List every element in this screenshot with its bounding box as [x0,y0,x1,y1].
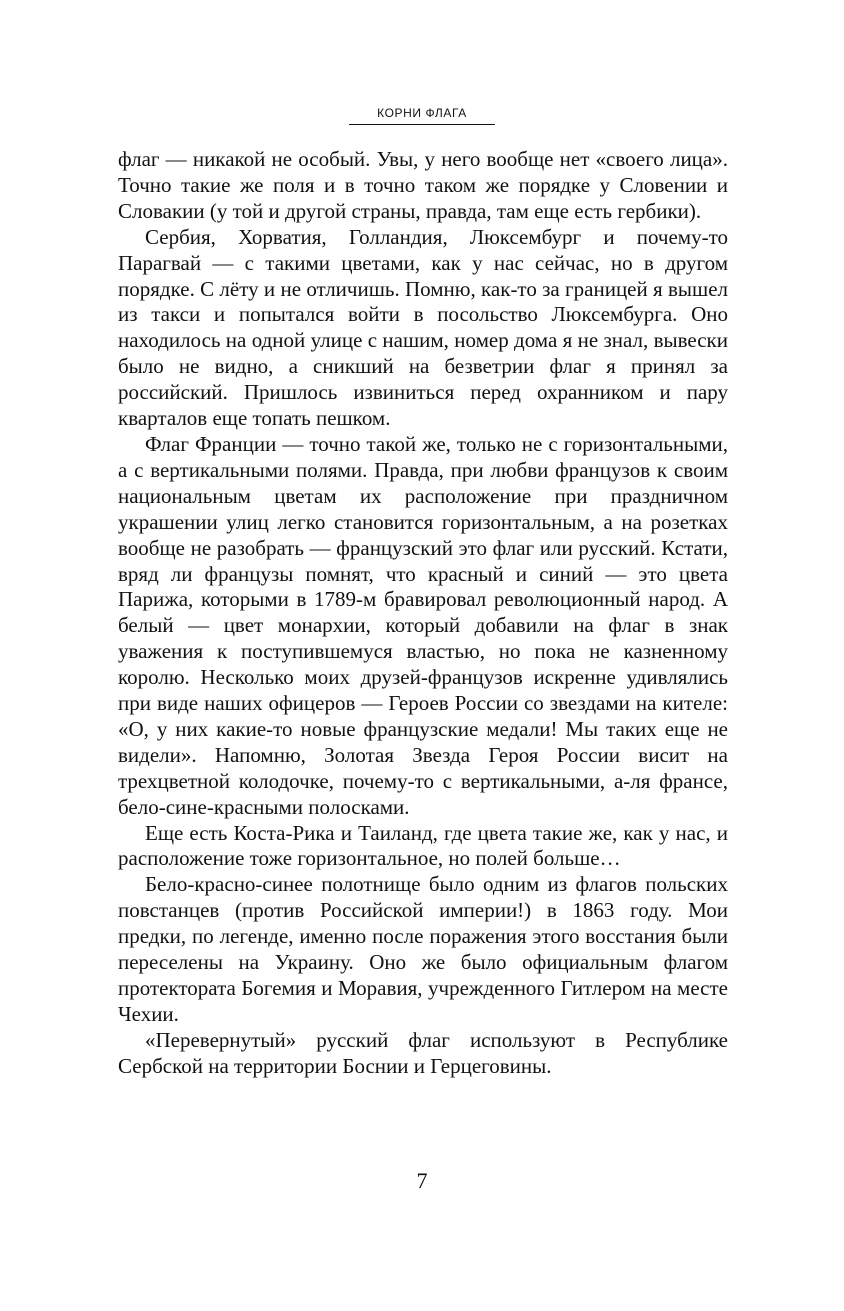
running-head-rule [349,124,495,125]
paragraph: «Перевернутый» русский флаг используют в Республике Сербской на территории Боснии и Герцеговины. [118,1027,728,1078]
page-number: 7 [416,1168,428,1193]
running-head-title: КОРНИ ФЛАГА [377,106,467,120]
paragraph: Еще есть Коста-Рика и Таиланд, где цвета такие же, как у нас, и расположение тоже горизонтальное, но полей больше… [118,820,728,871]
running-head [0,104,844,125]
paragraph: Бело-красно-синее полотнище было одним из флагов польских повстанцев (против Российской империи!) в 1863 году. Мои предки, по легенде, именно после поражения этого восстания были переселены на Украину. Оно же было официальным флагом протектората Богемия и Моравия, учрежденного Гитлером на месте Чехии. [118,872,728,1026]
paragraph: Сербия, Хорватия, Голландия, Люксембург и почему-то Парагвай — с такими цветами, как у нас сейчас, но в другом порядке. С лёту и не отличишь. Помню, как-то за границей я вышел из такси и попытался войти в посольство Люксембурга. Оно находилось на одной улице с нашим, номер дома я не знал, вывески было не видно, а сникший на безветрии флаг я принял за российский. Пришлось извиниться перед охранником и пару кварталов еще топать пешком. [118,224,728,431]
paragraph: Флаг Франции — точно такой же, только не с горизонтальными, а с вертикальными полями. Правда, при любви французов к своим национальным цветам их расположение при праздничном украшении улиц легко становится горизонтальным, а на розетках вообще не разобрать — французский это флаг или русский. Кстати, вряд ли французы помнят, что красный и синий — это цвета Парижа, которыми в 1789-м бравировал революционный народ. А белый — цвет монархии, который добавили на флаг в знак уважения к поступившемуся властью, но пока не казненному королю. Несколько моих друзей-французов искренне удивлялись при виде наших офицеров — Героев России со звездами на кителе: «О, у них какие-то новые французские медали! Мы таких еще не видели». Напомню, Золотая Звезда Героя России висит на трехцветной колодочке, почему-то с вертикальными, а-ля франсе, бело-сине-красными полосками. [118,431,728,819]
body-text [118,147,728,1080]
paragraph-continued: флаг — никакой не особый. Увы, у него вообще нет «своего лица». Точно такие же поля и в точно таком же порядке у Словении и Словакии (у той и другой страны, правда, там еще есть гербики). [118,147,728,223]
